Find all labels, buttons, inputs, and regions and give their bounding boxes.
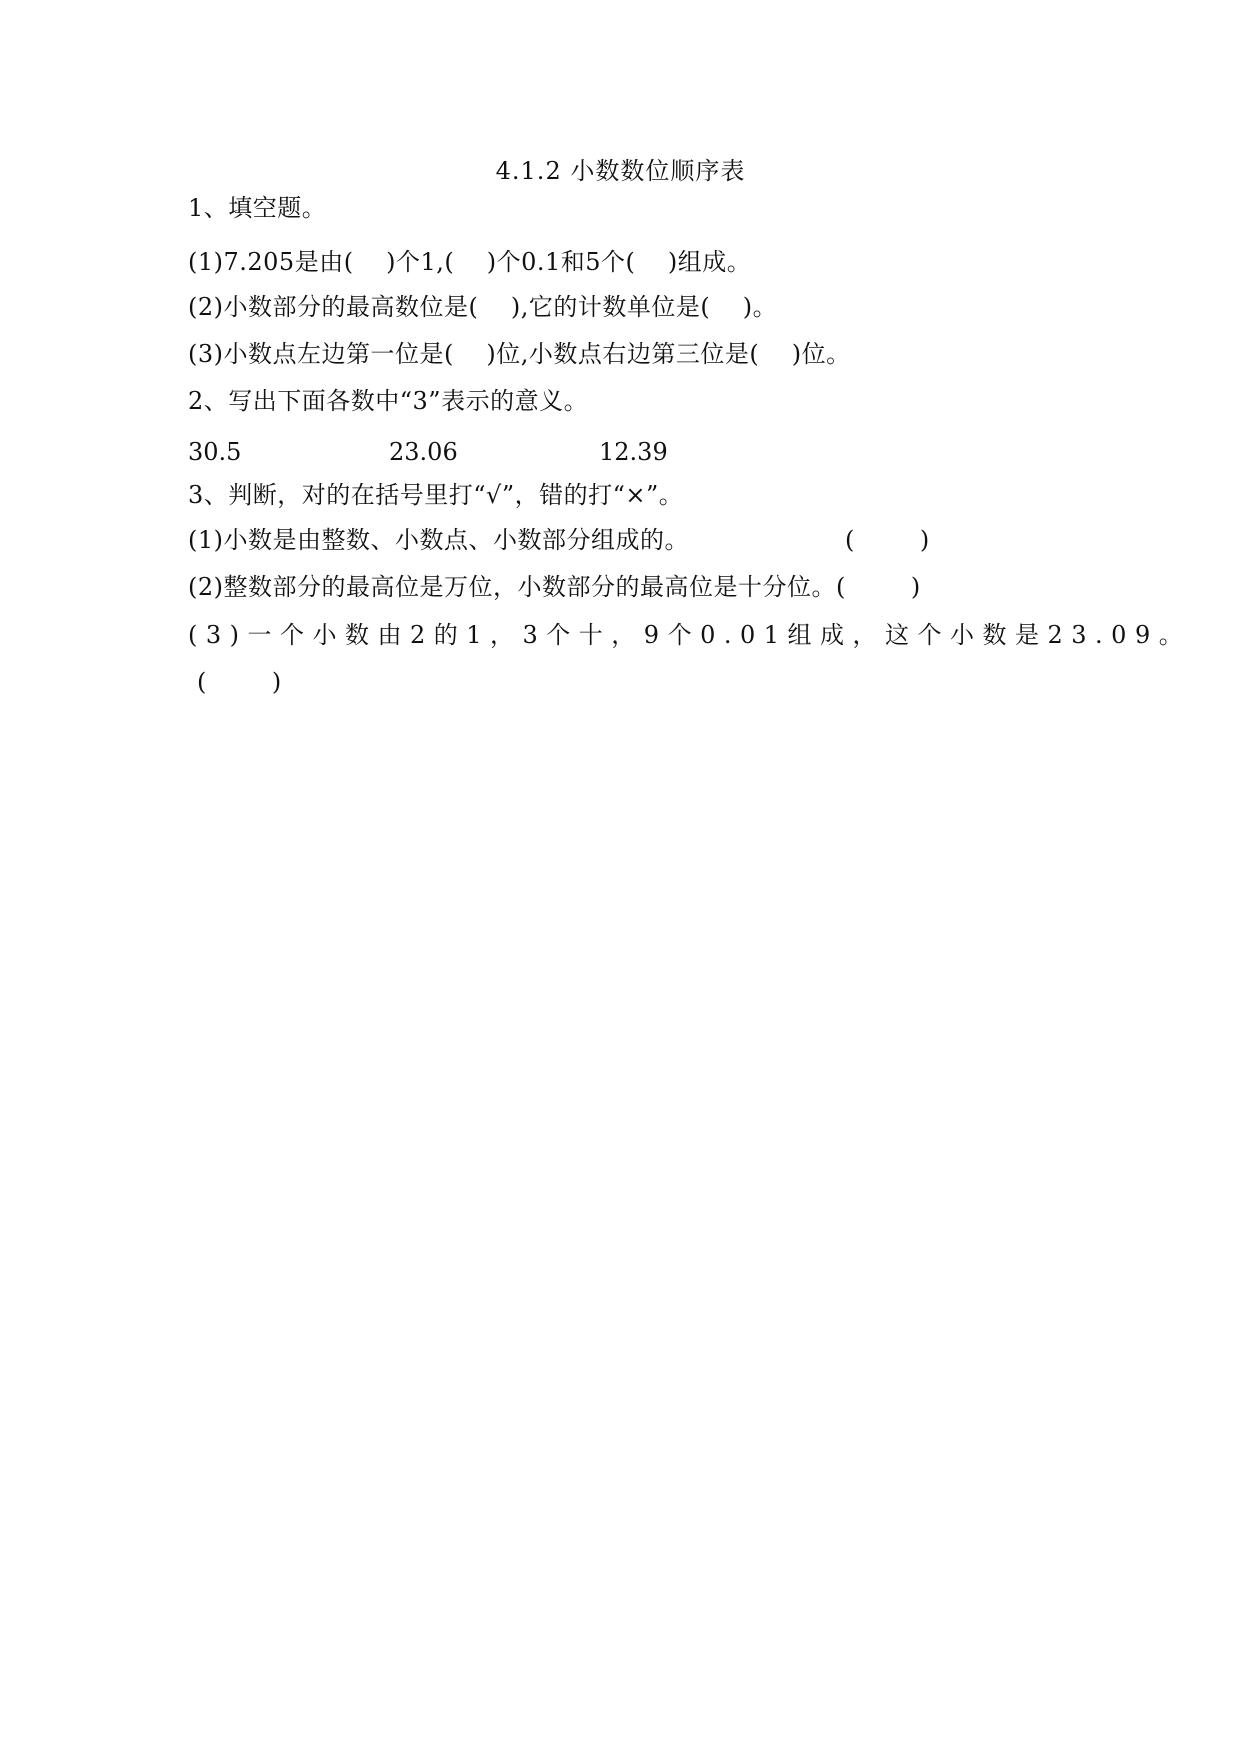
section3-question-3: (3)一个小数由2的1，3个十，9个0.01组成，这个小数是23.09。	[188, 621, 1192, 649]
number-item-3: 12.39	[599, 438, 668, 466]
answer-paren-1: ( )	[845, 526, 930, 554]
page-title: 4.1.2 小数数位顺序表	[495, 157, 746, 185]
section3-heading: 3、判断，对的在括号里打“√”，错的打“×”。	[188, 481, 684, 509]
section1-question-1: (1)7.205是由( )个1,( )个0.1和5个( )组成。	[188, 248, 752, 276]
section3-question-2: (2)整数部分的最高位是万位，小数部分的最高位是十分位。( )	[188, 573, 921, 601]
section1-question-3: (3)小数点左边第一位是( )位,小数点右边第三位是( )位。	[188, 340, 851, 368]
section1-question-2: (2)小数部分的最高数位是( ),它的计数单位是( )。	[188, 293, 778, 321]
section3-question-1: (1)小数是由整数、小数点、小数部分组成的。	[188, 526, 689, 554]
answer-paren-3: ( )	[197, 668, 282, 696]
section2-heading: 2、写出下面各数中“3”表示的意义。	[188, 387, 589, 415]
number-item-2: 23.06	[389, 438, 458, 466]
section1-heading: 1、填空题。	[188, 194, 327, 222]
number-item-1: 30.5	[188, 438, 242, 466]
